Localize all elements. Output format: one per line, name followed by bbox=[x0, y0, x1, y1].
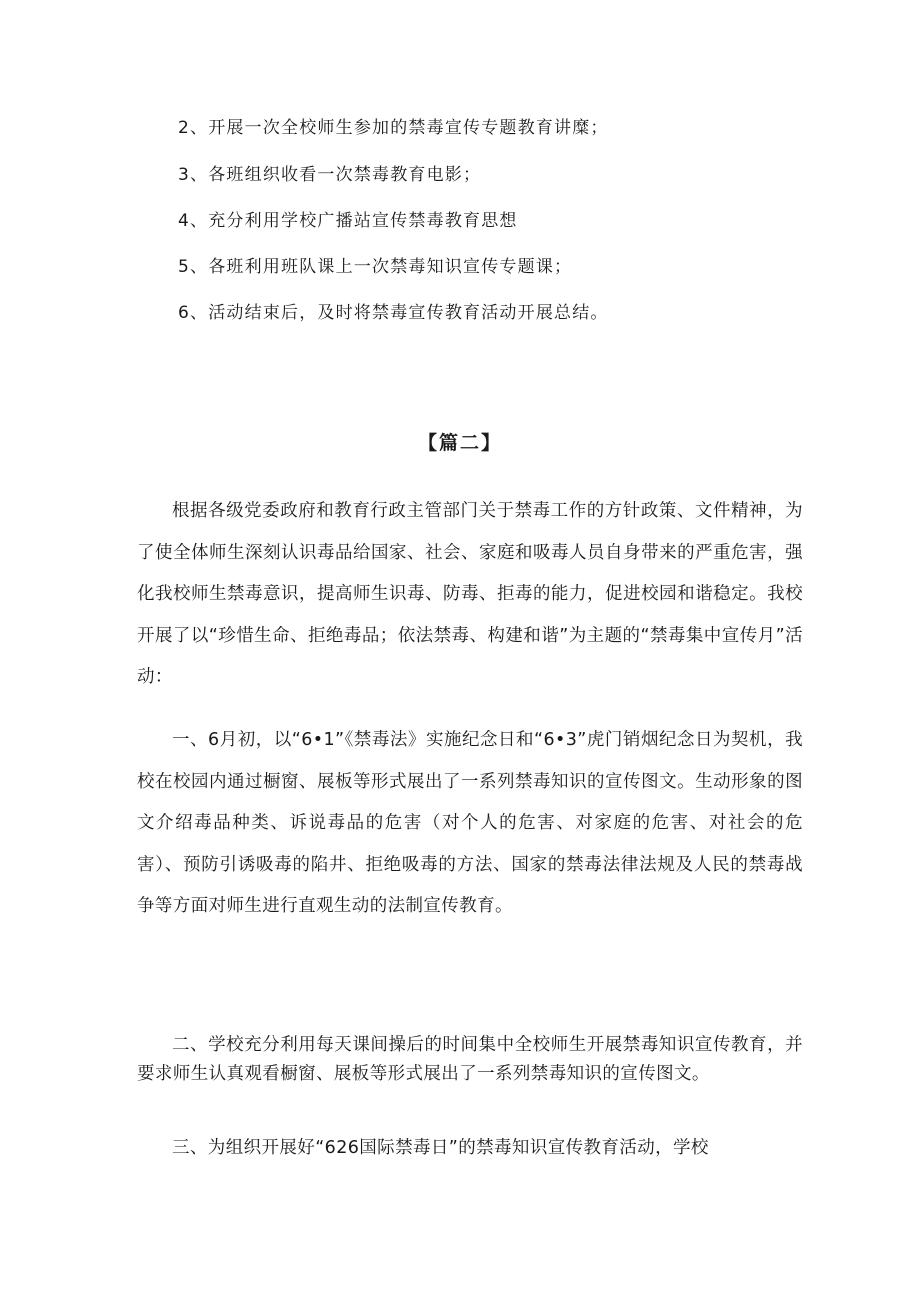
paragraph-three: 三、为组织开展好“626国际禁毒日”的禁毒知识宣传教育活动，学校 bbox=[172, 1138, 709, 1158]
list-item: 4、充分利用学校广播站宣传禁毒教育思想 bbox=[178, 211, 518, 231]
list-item: 2、开展一次全校师生参加的禁毒宣传专题教育讲糜； bbox=[178, 118, 609, 138]
paragraph-one: 一、6月初，以“6•1”《禁毒法》实施纪念日和“6•3”虎门销烟纪念日为契机，我校在校园内通过橱窗、展板等形式展出了一系列禁毒知识的宣传图文。生动形象的图文介绍毒品种类、诉说毒品的危害（对个人的危害、对家庭的危害、对社会的危害）、预防引诱吸毒的陷井、拒绝吸毒的方法、国家的禁毒法律法规及人民的禁毒战争等方面对师生进行直观生动的法制宣传教育。 bbox=[137, 730, 803, 916]
paragraph-two: 二、学校充分利用每天课间操后的时间集中全校师生开展禁毒知识宣传教育，并要求师生认真观看橱窗、展板等形式展出了一系列禁毒知识的宣传图文。 bbox=[137, 1035, 803, 1084]
paragraph-intro: 根据各级党委政府和教育行政主管部门关于禁毒工作的方针政策、文件精神，为了使全体师生深刻认识毒品给国家、社会、家庭和吸毒人员自身带来的严重危害，强化我校师生禁毒意识，提高师生识毒、防毒、拒毒的能力，促进校园和谐稳定。我校开展了以“珍惜生命、拒绝毒品；依法禁毒、构建和谐”为主题的“禁毒集中宣传月”活动： bbox=[137, 501, 803, 687]
list-item: 3、各班组织收看一次禁毒教育电影； bbox=[178, 165, 482, 185]
list-item: 5、各班利用班队课上一次禁毒知识宣传专题课； bbox=[178, 257, 573, 277]
list-item: 6、活动结束后，及时将禁毒宣传教育活动开展总结。 bbox=[178, 303, 609, 323]
section-heading: 【篇二】 bbox=[417, 432, 502, 454]
